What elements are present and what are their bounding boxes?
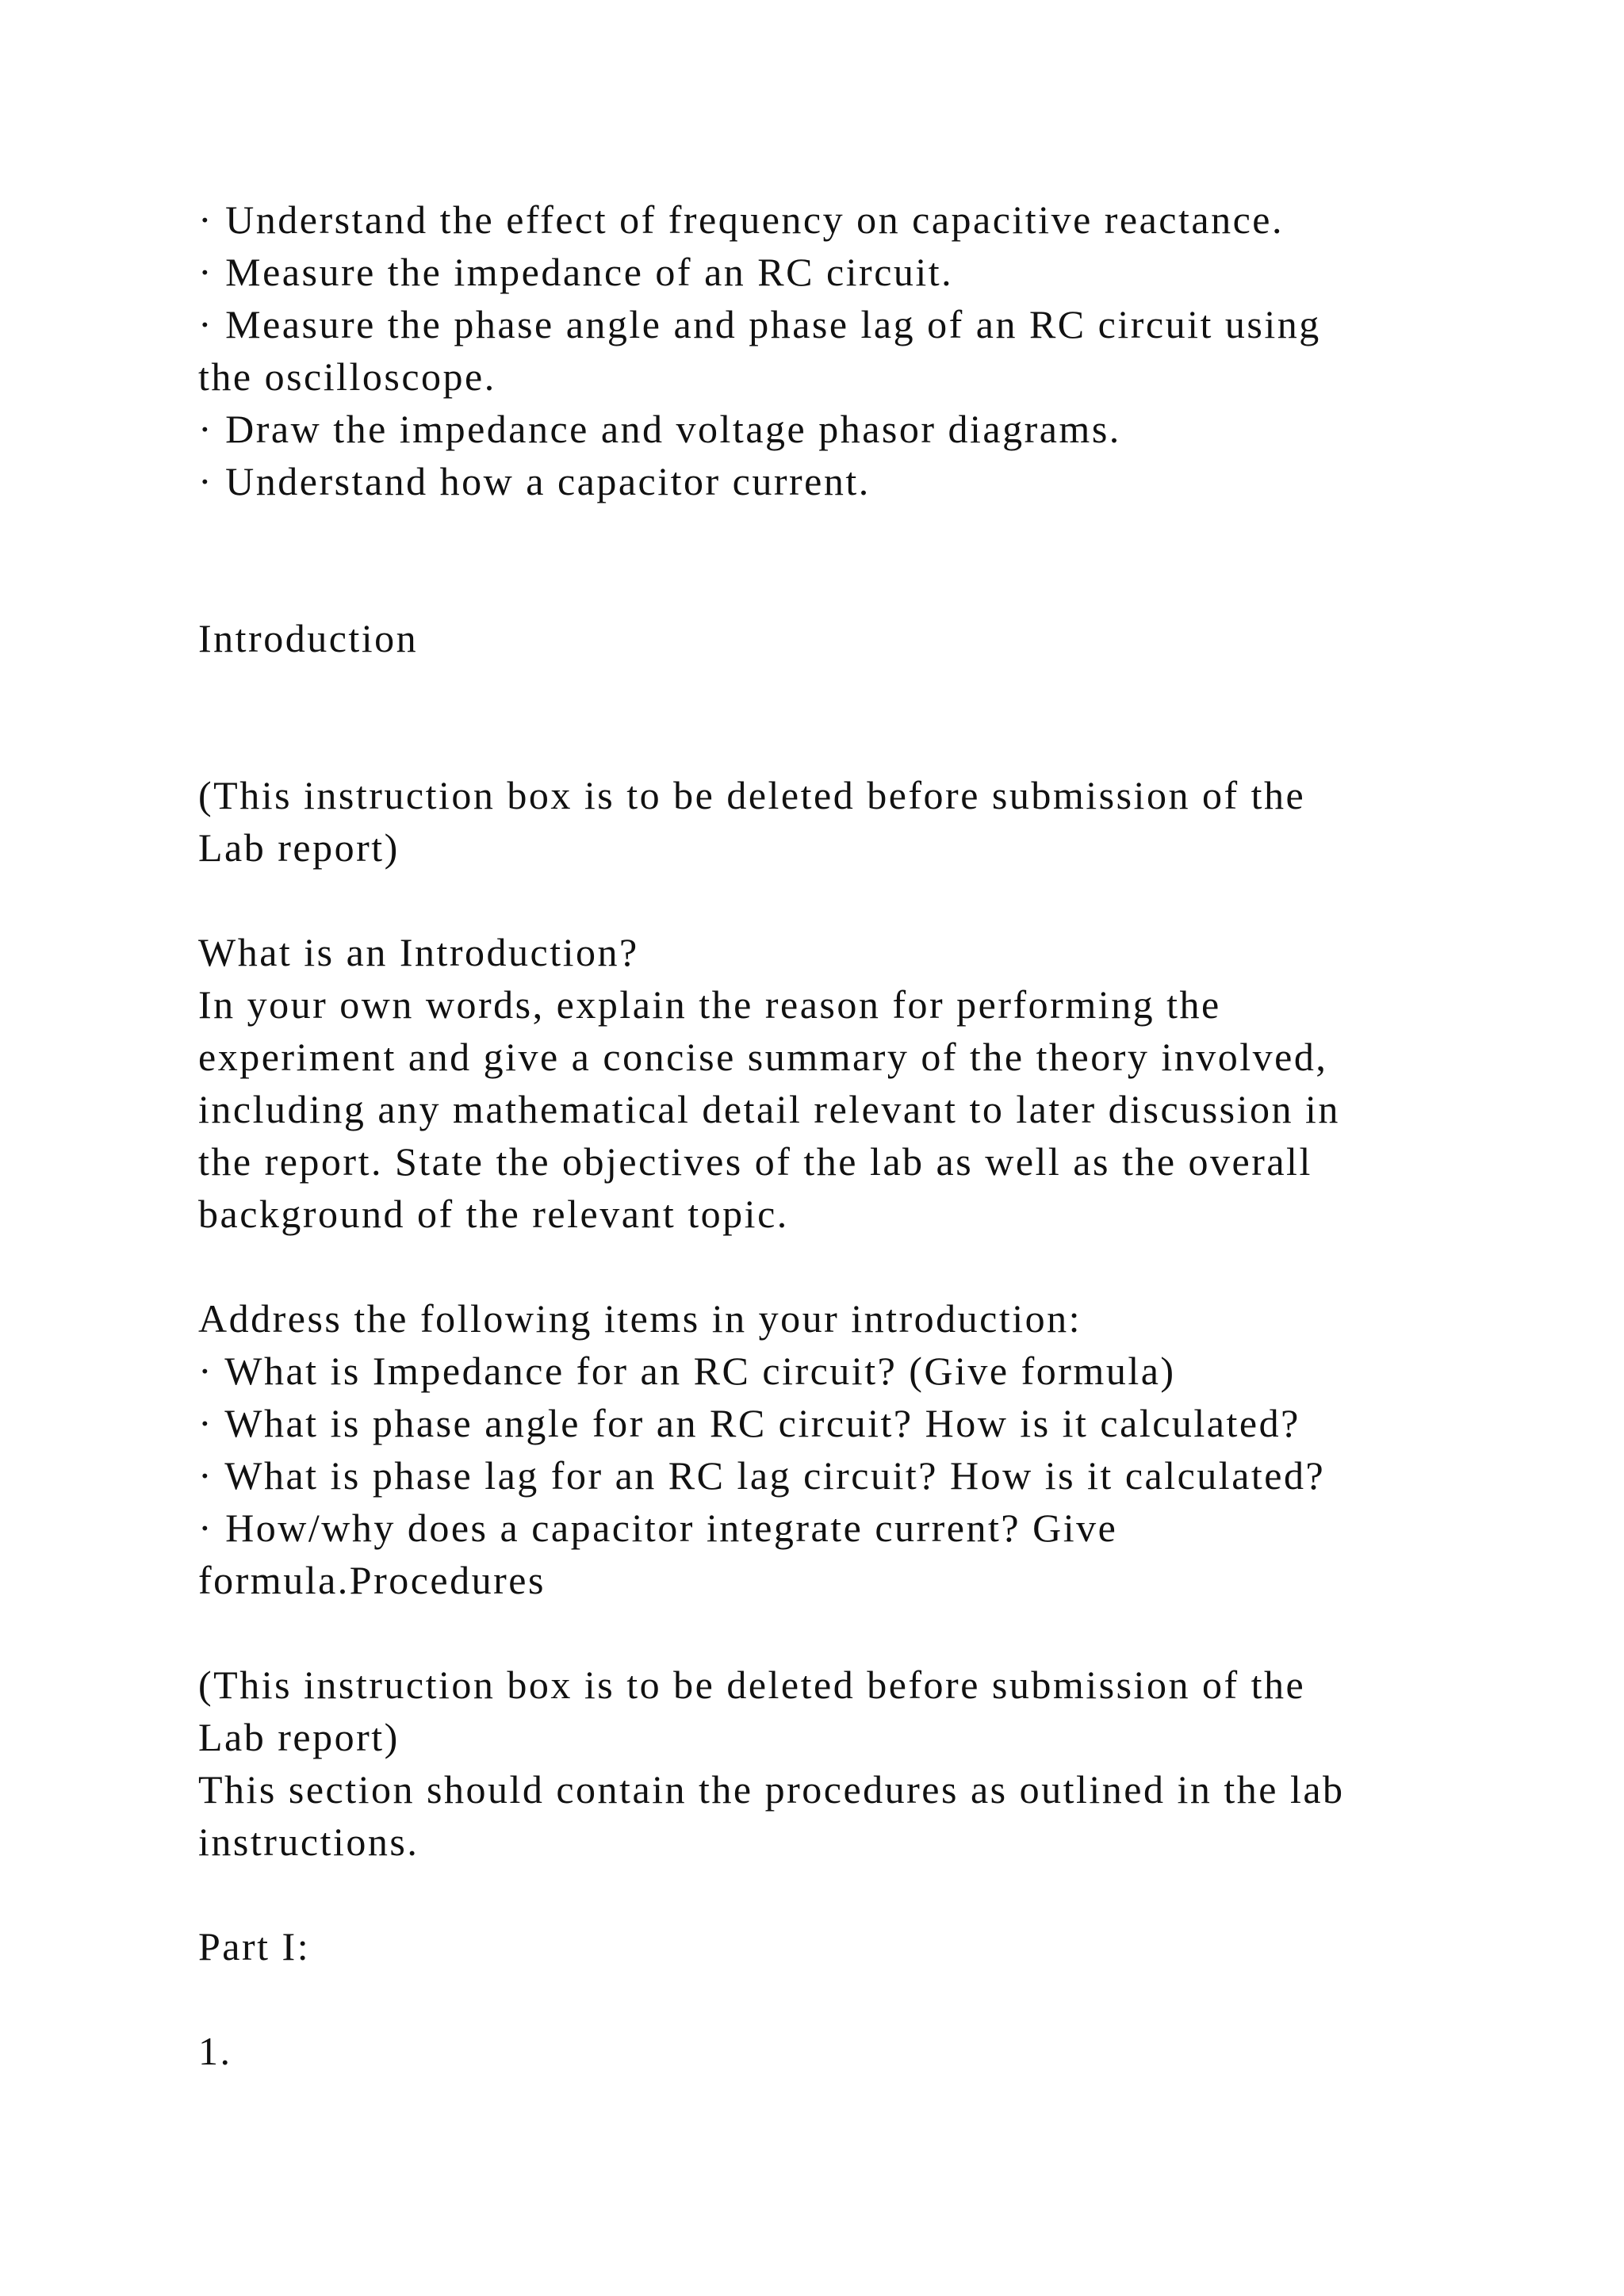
introduction-heading: Introduction: [198, 616, 419, 660]
spacer: [198, 717, 1483, 769]
objectives-list: [198, 193, 1483, 507]
step-number: 1.: [198, 2029, 232, 2073]
spacer: [198, 874, 1483, 926]
address-list: [198, 1345, 1483, 1606]
paragraph-line: background of the relevant topic.: [198, 1192, 789, 1236]
paragraph-line: experiment and give a concise summary of the theory involved,: [198, 1035, 1328, 1079]
spacer: [198, 1868, 1483, 1920]
intro-instruction-box: [198, 769, 1483, 874]
address-item: · What is Impedance for an RC circuit? (Give formula): [198, 1349, 1176, 1393]
paragraph-line: the report. State the objectives of the lab as well as the overall: [198, 1139, 1312, 1184]
address-item: · What is phase lag for an RC lag circuit? How is it calculated?: [198, 1453, 1326, 1498]
objective-item: · Measure the impedance of an RC circuit.: [198, 250, 954, 294]
instruction-text: Lab report): [198, 1715, 400, 1759]
document-body: [198, 193, 1483, 2077]
spacer: [198, 507, 1483, 560]
address-item: · How/why does a capacitor integrate current? Give: [198, 1506, 1118, 1550]
spacer: [198, 1240, 1483, 1292]
intro-question: What is an Introduction?: [198, 930, 639, 974]
spacer: [198, 560, 1483, 612]
paragraph-line: In your own words, explain the reason for performing the: [198, 982, 1221, 1027]
instruction-text: (This instruction box is to be deleted before submission of the: [198, 773, 1306, 817]
objective-item: · Measure the phase angle and phase lag of an RC circuit using: [198, 302, 1321, 346]
objective-item: · Understand how a capacitor current.: [198, 459, 871, 503]
part-heading: Part I:: [198, 1924, 311, 1969]
instruction-text: This section should contain the procedures as outlined in the lab: [198, 1767, 1345, 1812]
spacer: [198, 1973, 1483, 2025]
objective-item-continuation: the oscilloscope.: [198, 354, 496, 399]
paragraph-line: including any mathematical detail relevant to later discussion in: [198, 1087, 1340, 1131]
objective-item: · Understand the effect of frequency on capacitive reactance.: [198, 197, 1284, 242]
instruction-text: instructions.: [198, 1820, 419, 1864]
spacer: [198, 1606, 1483, 1659]
objective-item: · Draw the impedance and voltage phasor diagrams.: [198, 407, 1121, 451]
instruction-text: Lab report): [198, 825, 400, 870]
intro-paragraph: [198, 978, 1483, 1240]
procedures-instruction-box: [198, 1659, 1483, 1868]
spacer: [198, 664, 1483, 717]
address-heading: Address the following items in your introduction:: [198, 1296, 1082, 1341]
address-item-continuation: formula.Procedures: [198, 1558, 546, 1602]
address-item: · What is phase angle for an RC circuit? How is it calculated?: [198, 1401, 1300, 1445]
instruction-text: (This instruction box is to be deleted before submission of the: [198, 1663, 1306, 1707]
